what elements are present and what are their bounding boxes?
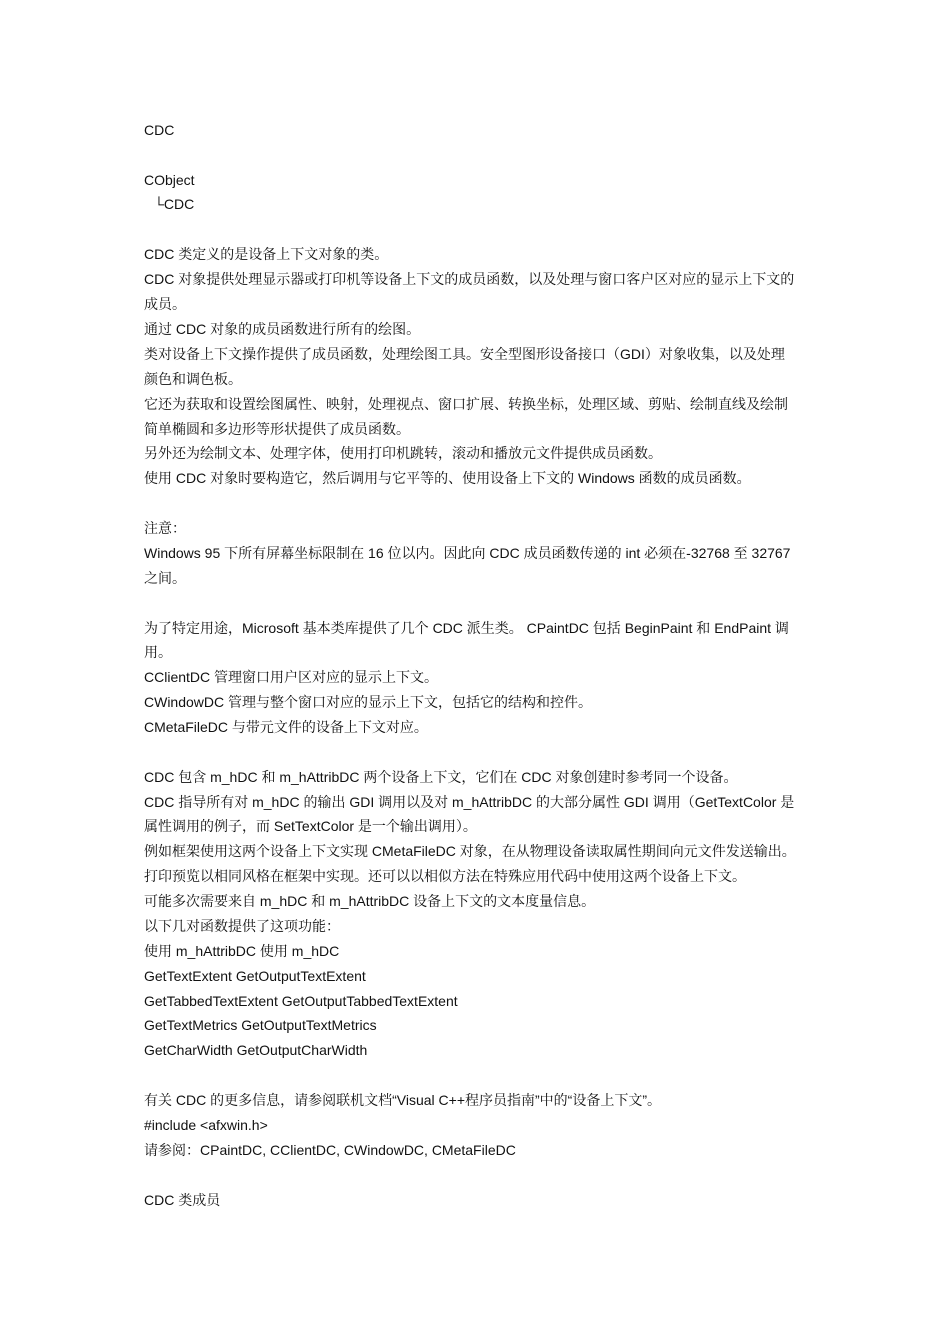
paragraph-line: 有关 CDC 的更多信息，请参阅联机文档“Visual C++程序员指南”中的“设备上下文”。 <box>144 1092 661 1108</box>
paragraph-line: 为了特定用途，Microsoft 基本类库提供了几个 CDC 派生类。 CPaintDC 包括 BeginPaint 和 EndPaint 调 <box>144 620 789 636</box>
hierarchy-child: └CDC <box>154 196 195 212</box>
paragraph-line: 简单椭圆和多边形等形状提供了成员函数。 <box>144 421 410 437</box>
hierarchy-parent: CObject <box>144 172 195 188</box>
paragraph-line: 颜色和调色板。 <box>144 371 242 387</box>
paragraph-line: 它还为获取和设置绘图属性、映射，处理视点、窗口扩展、转换坐标，处理区域、剪贴、绘制直线及绘制 <box>144 396 788 412</box>
paragraph-line: 通过 CDC 对象的成员函数进行所有的绘图。 <box>144 321 421 337</box>
paragraph-line: 用。 <box>144 644 172 660</box>
paragraph-line: CClientDC 管理窗口用户区对应的显示上下文。 <box>144 669 439 685</box>
function-pair-row: GetCharWidth GetOutputCharWidth <box>144 1042 368 1058</box>
paragraph-line: CDC 指导所有对 m_hDC 的输出 GDI 调用以及对 m_hAttribDC 的大部分属性 GDI 调用（GetTextColor 是 <box>144 794 795 810</box>
note-heading: 注意： <box>144 520 186 536</box>
paragraph-line: 类对设备上下文操作提供了成员函数，处理绘图工具。安全型图形设备接口（GDI）对象收集，以及处理 <box>144 346 785 362</box>
function-pair-row: GetTextMetrics GetOutputTextMetrics <box>144 1017 377 1033</box>
document-title: CDC <box>144 122 175 138</box>
paragraph-line: 属性调用的例子，而 SetTextColor 是一个输出调用）。 <box>144 818 477 834</box>
paragraph-line: CDC 类定义的是设备上下文对象的类。 <box>144 246 389 262</box>
function-pair-row: GetTextExtent GetOutputTextExtent <box>144 968 366 984</box>
paragraph-line: 打印预览以相同风格在框架中实现。还可以以相似方法在特殊应用代码中使用这两个设备上下文。 <box>144 868 746 884</box>
paragraph-line: 另外还为绘制文本、处理字体，使用打印机跳转，滚动和播放元文件提供成员函数。 <box>144 445 662 461</box>
paragraph-line: CWindowDC 管理与整个窗口对应的显示上下文，包括它的结构和控件。 <box>144 694 593 710</box>
include-directive: #include <afxwin.h> <box>144 1117 268 1133</box>
see-also-line: 请参阅：CPaintDC, CClientDC, CWindowDC, CMetaFileDC <box>144 1142 516 1158</box>
paragraph-line: CMetaFileDC 与带元文件的设备上下文对应。 <box>144 719 428 735</box>
paragraph-line: 以下几对函数提供了这项功能： <box>144 918 340 934</box>
paragraph-line: 成员。 <box>144 296 186 312</box>
members-heading: CDC 类成员 <box>144 1192 221 1208</box>
paragraph-line: 可能多次需要来自 m_hDC 和 m_hAttribDC 设备上下文的文本度量信息。 <box>144 893 596 909</box>
paragraph-line: 使用 CDC 对象时要构造它，然后调用与它平等的、使用设备上下文的 Windows 函数的成员函数。 <box>144 470 751 486</box>
paragraph-line: CDC 包含 m_hDC 和 m_hAttribDC 两个设备上下文，它们在 CDC 对象创建时参考同一个设备。 <box>144 769 738 785</box>
paragraph-line: Windows 95 下所有屏幕坐标限制在 16 位以内。因此向 CDC 成员函数传递的 int 必须在-32768 至 32767 <box>144 545 791 561</box>
paragraph-line: 例如框架使用这两个设备上下文实现 CMetaFileDC 对象，在从物理设备读取属性期间向元文件发送输出。 <box>144 843 796 859</box>
paragraph-line: CDC 对象提供处理显示器或打印机等设备上下文的成员函数，以及处理与窗口客户区对应的显示上下文的 <box>144 271 795 287</box>
function-pair-row: GetTabbedTextExtent GetOutputTabbedTextExtent <box>144 993 458 1009</box>
paragraph-line: 之间。 <box>144 570 186 586</box>
function-table-header: 使用 m_hAttribDC 使用 m_hDC <box>144 943 340 959</box>
